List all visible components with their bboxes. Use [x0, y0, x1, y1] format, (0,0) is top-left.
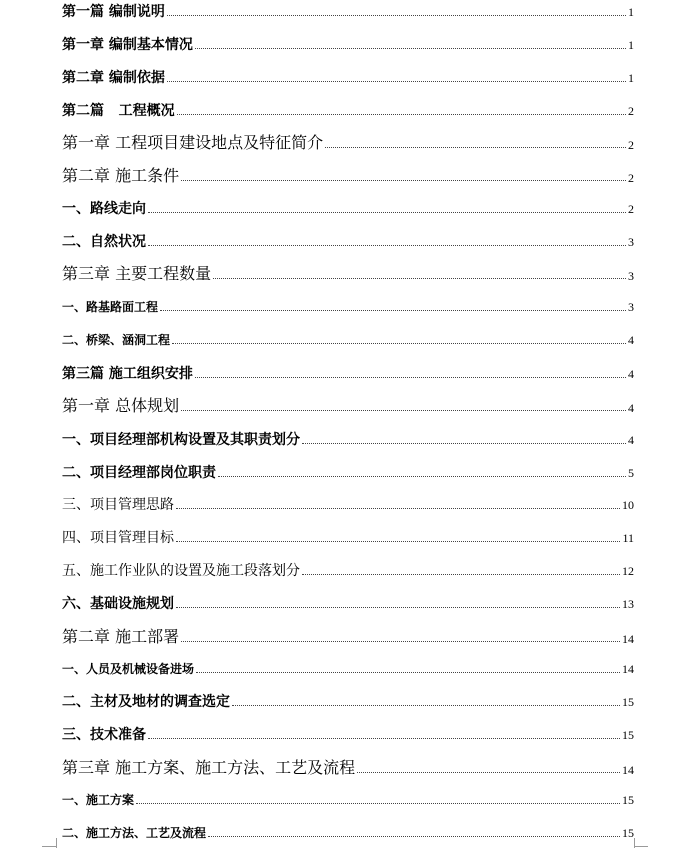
- toc-entry-title: 第一章 编制基本情况: [62, 37, 193, 53]
- toc-entry-title: 第二章 编制依据: [62, 70, 165, 86]
- toc-entry[interactable]: [62, 103, 634, 119]
- toc-entry-page: 11: [622, 531, 634, 546]
- toc-entry[interactable]: [62, 134, 634, 152]
- toc-leader: [172, 343, 626, 344]
- toc-entry-title: 第二章 施工条件: [62, 166, 180, 185]
- toc-leader: [357, 772, 620, 773]
- toc-entry-title: 五、施工作业队的设置及施工段落划分: [62, 563, 300, 579]
- toc-entry[interactable]: [62, 465, 634, 481]
- toc-entry-page: 2: [628, 104, 634, 119]
- toc-entry[interactable]: [62, 301, 634, 315]
- toc-entry-page: 1: [628, 38, 634, 53]
- toc-entry[interactable]: [62, 37, 634, 53]
- margin-corner-mark: [56, 838, 57, 848]
- toc-entry-page: 4: [628, 367, 634, 382]
- margin-corner-mark: [42, 846, 56, 847]
- toc-entry[interactable]: [62, 4, 634, 20]
- toc-leader: [148, 738, 620, 739]
- toc-leader: [196, 672, 620, 673]
- toc-entry-title: 二、主材及地材的调查选定: [62, 694, 230, 710]
- toc-leader: [195, 48, 626, 49]
- toc-entry[interactable]: [62, 201, 634, 217]
- toc-entry-page: 1: [628, 71, 634, 86]
- toc-entry-title: 第一章 工程项目建设地点及特征简介: [62, 133, 324, 152]
- toc-leader: [167, 15, 626, 16]
- toc-leader: [213, 278, 626, 279]
- toc-leader: [325, 147, 626, 148]
- margin-corner-mark: [634, 838, 635, 848]
- toc-entry-title: 一、路基路面工程: [62, 300, 159, 314]
- toc-entry-title: 一、路线走向: [62, 201, 146, 217]
- toc-entry-title: 第三章 施工方案、施工方法、工艺及流程: [62, 758, 356, 777]
- toc-entry[interactable]: [62, 694, 634, 710]
- toc-entry-page: 10: [622, 498, 634, 513]
- toc-entry[interactable]: [62, 70, 634, 86]
- toc-entry[interactable]: [62, 596, 634, 612]
- toc-entry-title: 第三章 主要工程数量: [62, 264, 212, 283]
- toc-leader: [167, 81, 626, 82]
- toc-entry-page: 1: [628, 5, 634, 20]
- toc-entry-page: 15: [622, 826, 634, 840]
- toc-entry-title: 三、技术准备: [62, 727, 146, 743]
- toc-leader: [302, 443, 626, 444]
- toc-entry-page: 2: [628, 137, 634, 152]
- margin-corner-mark: [634, 846, 648, 847]
- toc-entry-title: 二、自然状况: [62, 234, 146, 250]
- toc-entry[interactable]: [62, 265, 634, 283]
- toc-entry-page: 3: [628, 235, 634, 250]
- toc-entry-page: 3: [628, 268, 634, 283]
- toc-entry[interactable]: [62, 663, 634, 677]
- toc-entry-page: 4: [628, 433, 634, 448]
- toc-entry-page: 4: [628, 333, 634, 347]
- toc-leader: [195, 377, 626, 378]
- toc-entry-page: 15: [622, 793, 634, 807]
- toc-leader: [232, 705, 620, 706]
- toc-leader: [176, 541, 620, 542]
- toc-leader: [181, 641, 620, 642]
- toc-entry-page: 5: [628, 466, 634, 481]
- toc-leader: [181, 180, 626, 181]
- toc-entry[interactable]: [62, 530, 634, 546]
- toc-entry[interactable]: [62, 397, 634, 415]
- toc-entry-title: 二、桥梁、涵洞工程: [62, 333, 171, 347]
- toc-entry-title: 第一章 总体规划: [62, 396, 180, 415]
- toc-entry-page: 12: [622, 564, 634, 579]
- toc-entry-title: 二、施工方法、工艺及流程: [62, 826, 207, 840]
- toc-entry[interactable]: [62, 727, 634, 743]
- toc-entry-page: 13: [622, 597, 634, 612]
- toc-entry-title: 第二篇 工程概况: [62, 103, 175, 119]
- toc-entry[interactable]: [62, 167, 634, 185]
- toc-leader: [148, 245, 626, 246]
- toc-leader: [136, 803, 620, 804]
- toc-leader: [177, 114, 626, 115]
- toc-entry-page: 2: [628, 202, 634, 217]
- toc-entry[interactable]: [62, 827, 634, 841]
- toc-entry-title: 六、基础设施规划: [62, 596, 174, 612]
- toc-entry-title: 一、施工方案: [62, 793, 135, 807]
- toc-entry[interactable]: [62, 759, 634, 777]
- toc-entry-title: 三、项目管理思路: [62, 497, 174, 513]
- toc-leader: [181, 410, 626, 411]
- toc-leader: [160, 310, 626, 311]
- toc-entry-title: 二、项目经理部岗位职责: [62, 465, 216, 481]
- toc-entry-page: 14: [622, 662, 634, 676]
- toc-entry-title: 第三篇 施工组织安排: [62, 366, 193, 382]
- toc-entry[interactable]: [62, 563, 634, 579]
- toc-entry-title: 第一篇 编制说明: [62, 4, 165, 20]
- toc-leader: [218, 476, 626, 477]
- toc-entry-title: 一、人员及机械设备进场: [62, 662, 195, 676]
- toc-entry[interactable]: [62, 794, 634, 808]
- toc-leader: [148, 212, 626, 213]
- toc-entry-title: 一、项目经理部机构设置及其职责划分: [62, 432, 300, 448]
- toc-entry-page: 4: [628, 400, 634, 415]
- toc-entry-page: 2: [628, 170, 634, 185]
- toc-entry-title: 四、项目管理目标: [62, 530, 174, 546]
- toc-entry[interactable]: [62, 334, 634, 348]
- toc-entry-title: 第二章 施工部署: [62, 627, 180, 646]
- toc-leader: [208, 836, 620, 837]
- toc-leader: [176, 508, 620, 509]
- toc-entry-page: 14: [622, 762, 634, 777]
- toc-entry[interactable]: [62, 366, 634, 382]
- toc-entry-page: 15: [622, 728, 634, 743]
- toc-entry-page: 3: [628, 300, 634, 314]
- toc-entry[interactable]: [62, 628, 634, 646]
- toc-entry-page: 15: [622, 695, 634, 710]
- toc-entry-page: 14: [622, 631, 634, 646]
- toc-leader: [302, 574, 620, 575]
- toc-entry[interactable]: [62, 234, 634, 250]
- toc-leader: [176, 607, 620, 608]
- toc-entry[interactable]: [62, 497, 634, 513]
- toc-entry[interactable]: [62, 432, 634, 448]
